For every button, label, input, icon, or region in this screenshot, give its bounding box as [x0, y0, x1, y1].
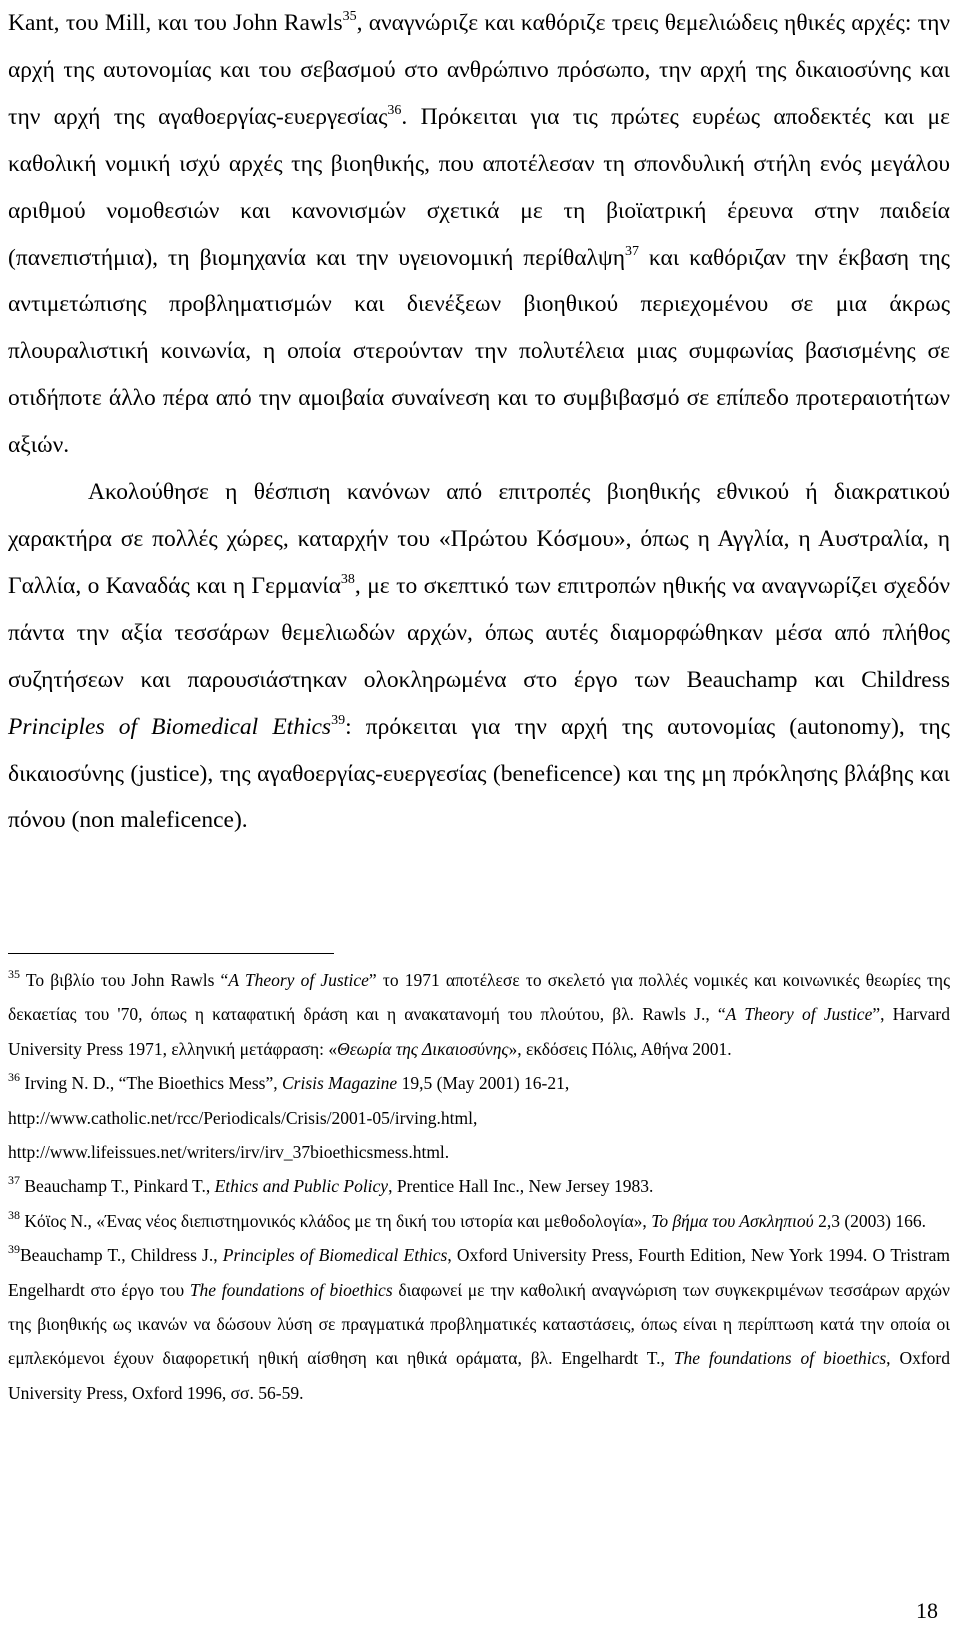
footnotes	[8, 963, 950, 1410]
text-span: . Πρόκειται για τις πρώτες ευρέως αποδεκτές και με καθολική νομική ισχύ αρχές της βιοηθικής, που αποτέλεσαν τη σπονδυλική στήλη ενός μεγάλου αριθμού νομοθεσιών και κανονισμών σχετικά με τη βιοϊατρική έρευνα στην παιδεία (πανεπιστήμια), τη βιομηχανία και την υγειονομική περίθαλψη	[8, 103, 951, 271]
italic-title: A Theory of Justice	[725, 1004, 873, 1025]
text-span: ” το 1971 αποτέλεσε το σκελετό για πολλές νομικές και κοινωνικές θεωρίες της δεκαετίας του '70, όπως η καταφατική δράση και η ανακατανομή του πλούτου, βλ. Rawls J., “	[8, 970, 950, 1025]
italic-title: Ethics and Public Policy	[214, 1176, 389, 1197]
paragraph-2	[8, 469, 950, 844]
main-text	[8, 0, 950, 844]
italic-title: The foundations of bioethics	[673, 1348, 887, 1369]
text-span: Kant, του Mill, και του John Rawls	[8, 10, 343, 36]
footnote-number: 37	[8, 1173, 20, 1188]
text-span: Beauchamp T., Childress J.,	[20, 1245, 223, 1266]
text-span: Ακολούθησε η θέσπιση κανόνων από επιτροπές βιοηθικής εθνικού ή διακρατικού χαρακτήρα σε πολλές χώρες, καταρχήν του «Πρώτου Κόσμου», όπως η Αγγλία, η Αυστραλία, η Γαλλία, ο Καναδάς και η Γερμανία	[8, 479, 950, 599]
italic-title: The foundations of bioethics	[189, 1279, 393, 1300]
text-span: , Oxford University Press, Oxford 1996, σσ. 56-59.	[8, 1348, 950, 1403]
paragraph-1	[8, 0, 950, 469]
text-span: , Prentice Hall Inc., New Jersey 1983.	[388, 1176, 654, 1197]
footnote-ref-35[interactable]: 35	[342, 9, 357, 24]
text-span: , αναγνώριζε και καθόριζε τρεις θεμελιώδεις ηθικές αρχές: την αρχή της αυτονομίας και του σεβασμού στο ανθρώπινο πρόσωπο, την αρχή της δικαιοσύνης και την αρχή της αγαθοεργίας-ευεργεσίας	[8, 10, 950, 130]
text-span: ”, Harvard University Press 1971, ελληνική μετάφραση: «	[8, 1004, 951, 1059]
text-span: », εκδόσεις Πόλις, Αθήνα 2001.	[508, 1038, 732, 1059]
footnote-36	[8, 1066, 950, 1169]
footnote-number: 39	[8, 1242, 20, 1257]
text-span: Κόϊος Ν., «Ένας νέος διεπιστημονικός κλάδος με τη δική του ιστορία και μεθοδολογία»,	[20, 1210, 652, 1231]
text-span: : πρόκειται για την αρχή της αυτονομίας (autonomy), της δικαιοσύνης (justice), της αγαθοεργίας-ευεργεσίας (beneficence) και της μη πρόκλησης βλάβης και πόνου (non maleficence).	[8, 713, 950, 834]
url-link[interactable]: http://www.lifeissues.net/writers/irv/irv_37bioethicsmess.html.	[8, 1142, 450, 1163]
book-title: Principles of Biomedical Ethics	[8, 713, 332, 740]
italic-title: Crisis Magazine	[281, 1073, 398, 1094]
footnote-number: 38	[8, 1207, 20, 1222]
text-span: 19,5 (May 2001) 16-21,	[397, 1073, 570, 1094]
footnote-number: 35	[8, 967, 20, 981]
text-span: 2,3 (2003) 166.	[813, 1210, 926, 1231]
footnote-38	[8, 1204, 950, 1238]
page-number: 18	[916, 1598, 938, 1623]
text-span: διαφωνεί με την καθολική αναγνώριση των συγκεκριμένων τεσσάρων αρχών της βιοηθικής ως ικανών να δώσουν λύση σε πραγματικά προβληματικές καταστάσεις, όπως είναι η περίπτωση κατά την οποία οι εμπλεκόμενοι έχουν διαφορετική ηθική αίσθηση και ηθικά οράματα, βλ. Engelhardt T.,	[8, 1279, 950, 1369]
text-span: , Oxford University Press, Fourth Edition, New York 1994. Ο Tristram Engelhardt στο έργο του	[8, 1245, 950, 1300]
italic-title: A Theory of Justice	[228, 970, 369, 990]
text-span: , με το σκεπτικό των επιτροπών ηθικής να αναγνωρίζει σχεδόν πάντα την αξία τεσσάρων θεμελιωδών αρχών, όπως αυτές διαμορφώθηκαν μέσα από πλήθος συζητήσεων και παρουσιάστηκαν ολοκληρωμένα στο έργο των Beauchamp και Childress	[8, 572, 950, 693]
footnote-ref-38[interactable]: 38	[340, 571, 355, 587]
url-link[interactable]: http://www.catholic.net/rcc/Periodicals/Crisis/2001-05/irving.html,	[8, 1107, 478, 1128]
italic-title: Το βήμα του Ασκληπιού	[651, 1210, 814, 1231]
footnote-number: 36	[8, 1070, 20, 1085]
footnote-ref-39[interactable]: 39	[331, 712, 346, 728]
text-span: Το βιβλίο του John Rawls “	[20, 970, 229, 990]
footnote-ref-36[interactable]: 36	[387, 102, 402, 118]
text-span: και καθόριζαν την έκβαση της αντιμετώπισης προβληματισμών και διενέξεων βιοηθικού περιεχομένου σε μια άκρως πλουραλιστική κοινωνία, η οποία στερούνταν την πολυτέλεια μιας συμφωνίας βασισμένης σε οτιδήποτε άλλο πέρα από την αμοιβαία συναίνεση και το συμβιβασμό σε επίπεδο προτεραιοτήτων αξιών.	[8, 244, 950, 459]
footnote-37	[8, 1169, 950, 1203]
footnote-ref-37[interactable]: 37	[625, 243, 639, 259]
italic-title: Θεωρία της Δικαιοσύνης	[337, 1038, 509, 1059]
text-span: Beauchamp T., Pinkard T.,	[20, 1176, 215, 1197]
footnote-separator	[8, 953, 334, 954]
text-span: Irving N. D., “The Bioethics Mess”,	[20, 1073, 282, 1094]
italic-title: Principles of Biomedical Ethics	[222, 1245, 448, 1266]
footnote-35	[8, 963, 950, 1066]
footnote-39	[8, 1238, 950, 1410]
